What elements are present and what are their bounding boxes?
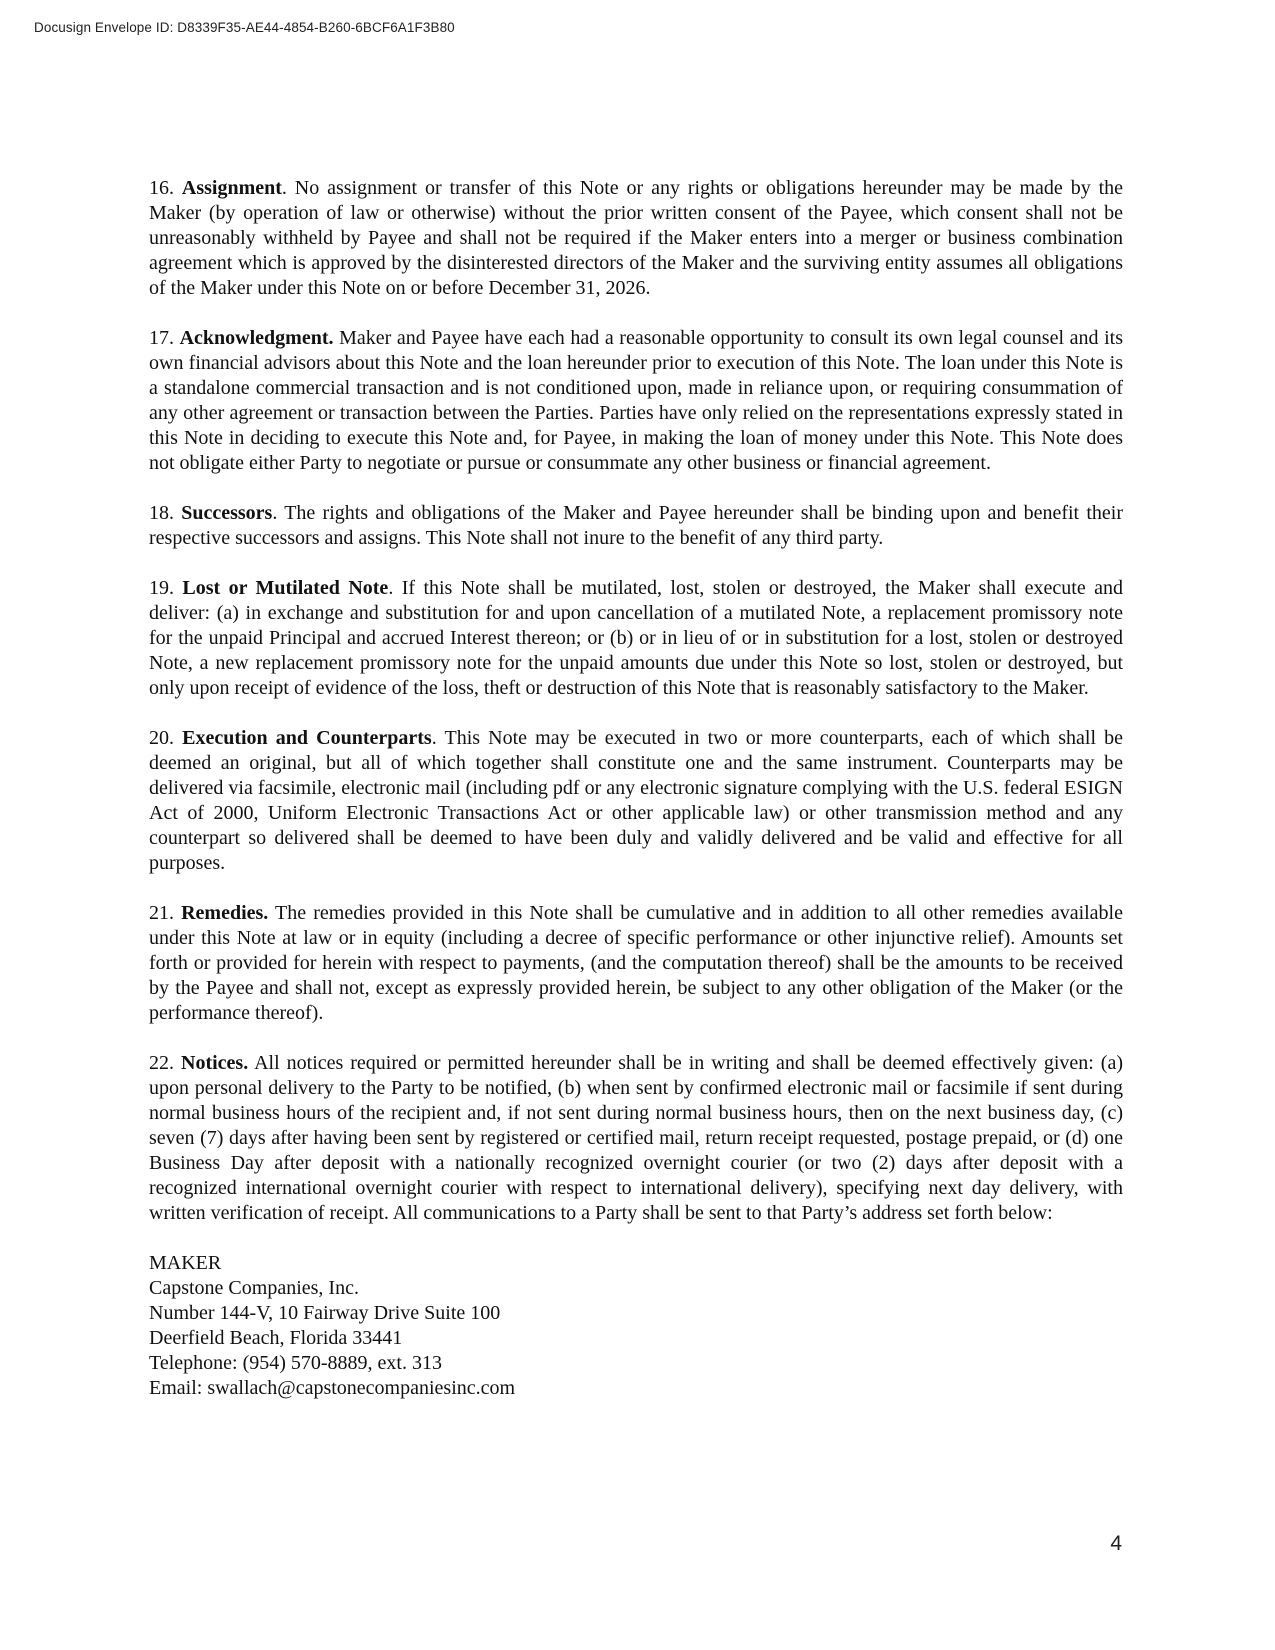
section-text: . No assignment or transfer of this Note or any rights or obligations hereunder may be made by the Maker (by operation of law or otherwise) without the prior written consent of the Payee, which consent shall not be unreasonably withheld by Payee and shall not be required if the Maker enters into a merger or business combination agreement which is approved by the disinterested directors of the Maker and the surviving entity assumes all obligations of the Maker under this Note on or before December 31, 2026.: [149, 177, 1124, 299]
section-number: 21.: [149, 902, 182, 924]
maker-address-line-1: Number 144-V, 10 Fairway Drive Suite 100: [149, 1302, 501, 1324]
section-number: 22.: [149, 1052, 181, 1074]
section-number: 16.: [149, 177, 182, 199]
envelope-id: Docusign Envelope ID: D8339F35-AE44-4854-B260-6BCF6A1F3B80: [34, 20, 455, 35]
section-number: 20.: [149, 727, 183, 749]
section-number: 19.: [149, 577, 183, 599]
section-heading: Successors: [181, 502, 273, 524]
section-text: All notices required or permitted hereunder shall be in writing and shall be deemed effectively given: (a) upon personal delivery to the Party to be notified, (b) when sent by confirmed electronic mail or facsimile if sent during normal business hours of the recipient and, if not sent during normal business hours, then on the next business day, (c) seven (7) days after having been sent by registered or certified mail, return receipt requested, postage prepaid, or (d) one Business Day after deposit with a nationally recognized overnight courier (or two (2) days after deposit with a recognized international overnight courier with respect to international delivery), specifying next day delivery, with written verification of receipt. All communications to a Party shall be sent to that Party’s address set forth below:: [149, 1052, 1124, 1224]
section-heading: Acknowledgment.: [179, 327, 334, 349]
maker-company: Capstone Companies, Inc.: [149, 1277, 359, 1299]
section-execution-and-counterparts: [149, 726, 1123, 876]
section-text: Maker and Payee have each had a reasonable opportunity to consult its own legal counsel and its own financial advisors about this Note and the loan hereunder prior to execution of this Note. The loan under this Note is a standalone commercial transaction and is not conditioned upon, made in reliance upon, or requiring consummation of any other agreement or transaction between the Parties. Parties have only relied on the representations expressly stated in this Note in deciding to execute this Note and, for Payee, in making the loan of money under this Note. This Note does not obligate either Party to negotiate or pursue or consummate any other business or financial agreement.: [149, 327, 1123, 474]
section-lost-or-mutilated-note: [149, 576, 1123, 701]
section-text: . The rights and obligations of the Maker and Payee hereunder shall be binding upon and benefit their respective successors and assigns. This Note shall not inure to the benefit of any third party.: [149, 502, 1123, 549]
section-successors: [149, 501, 1123, 551]
page-number: 4: [1110, 1532, 1122, 1555]
section-text: . This Note may be executed in two or more counterparts, each of which shall be deemed an original, but all of which together shall constitute one and the same instrument. Counterparts may be delivered via facsimile, electronic mail (including pdf or any electronic signature complying with the U.S. federal ESIGN Act of 2000, Uniform Electronic Transactions Act or other applicable law) or other transmission method and any counterpart so delivered shall be deemed to have been duly and validly delivered and be valid and effective for all purposes.: [149, 727, 1123, 874]
section-number: 18.: [149, 502, 182, 524]
document-body: [149, 176, 1123, 1401]
maker-address-block: [149, 1251, 1123, 1401]
section-text: The remedies provided in this Note shall be cumulative and in addition to all other remedies available under this Note at law or in equity (including a decree of specific performance or other injunctive relief). Amounts set forth or provided for herein with respect to payments, (and the computation thereof) shall be the amounts to be received by the Payee and shall not, except as expressly provided herein, be subject to any other obligation of the Maker (or the performance thereof).: [149, 902, 1123, 1024]
section-heading: Execution and Counterparts: [182, 727, 432, 749]
section-notices: [149, 1051, 1123, 1226]
maker-telephone: Telephone: (954) 570-8889, ext. 313: [149, 1352, 442, 1374]
section-number: 17.: [149, 327, 180, 349]
section-assignment: [149, 176, 1123, 301]
section-heading: Notices.: [181, 1052, 249, 1074]
section-heading: Lost or Mutilated Note: [182, 577, 389, 599]
maker-label: MAKER: [149, 1252, 222, 1274]
section-remedies: [149, 901, 1123, 1026]
section-text: . If this Note shall be mutilated, lost, stolen or destroyed, the Maker shall execute and deliver: (a) in exchange and substitution for and upon cancellation of a mutilated Note, a replacement promissory note for the unpaid Principal and accrued Interest thereon; or (b) or in lieu of or in substitution for a lost, stolen or destroyed Note, a new replacement promissory note for the unpaid amounts due under this Note so lost, stolen or destroyed, but only upon receipt of evidence of the loss, theft or destruction of this Note that is reasonably satisfactory to the Maker.: [149, 577, 1124, 699]
maker-address-line-2: Deerfield Beach, Florida 33441: [149, 1327, 403, 1349]
section-heading: Remedies.: [181, 902, 269, 924]
maker-email: Email: swallach@capstonecompaniesinc.com: [149, 1377, 516, 1399]
section-acknowledgment: [149, 326, 1123, 476]
section-heading: Assignment: [181, 177, 282, 199]
